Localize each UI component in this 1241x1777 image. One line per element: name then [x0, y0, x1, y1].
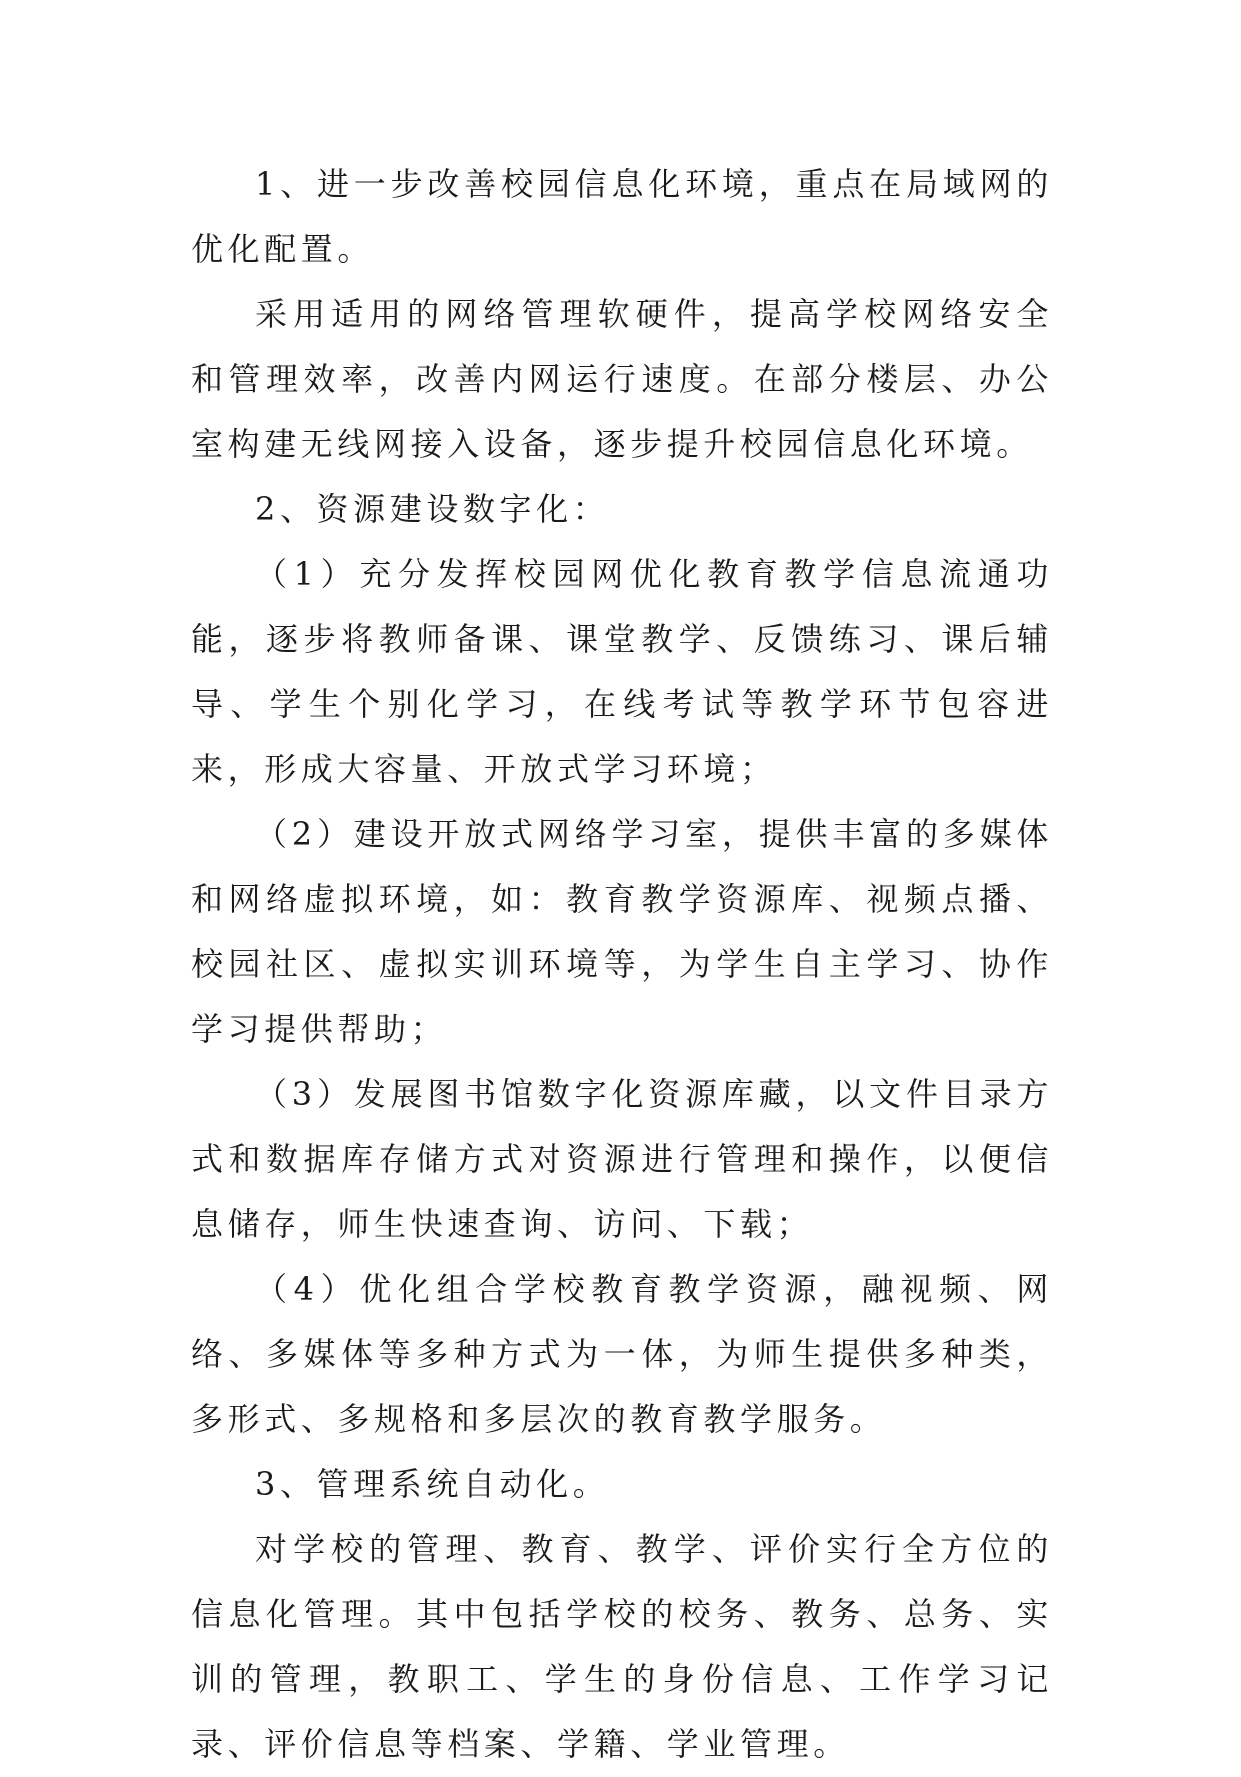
paragraph-5: （2）建设开放式网络学习室，提供丰富的多媒体和网络虚拟环境，如：教育教学资源库、视频点播、校园社区、虚拟实训环境等，为学生自主学习、协作学习提供帮助； [191, 815, 1053, 1048]
paragraph-3: 2、资源建设数字化： [255, 490, 610, 528]
document-body [191, 152, 1053, 1777]
paragraph-6: （3）发展图书馆数字化资源库藏，以文件目录方式和数据库存储方式对资源进行管理和操作，以便信息储存，师生快速查询、访问、下载； [191, 1075, 1053, 1243]
paragraph-7: （4）优化组合学校教育教学资源，融视频、网络、多媒体等多种方式为一体，为师生提供多种类，多形式、多规格和多层次的教育教学服务。 [191, 1270, 1053, 1438]
paragraph-9: 对学校的管理、教育、教学、评价实行全方位的信息化管理。其中包括学校的校务、教务、总务、实训的管理，教职工、学生的身份信息、工作学习记录、评价信息等档案、学籍、学业管理。 [191, 1530, 1053, 1763]
paragraph-4: （1）充分发挥校园网优化教育教学信息流通功能，逐步将教师备课、课堂教学、反馈练习、课后辅导、学生个别化学习，在线考试等教学环节包容进来，形成大容量、开放式学习环境； [191, 555, 1053, 788]
paragraph-2: 采用适用的网络管理软硬件，提高学校网络安全和管理效率，改善内网运行速度。在部分楼层、办公室构建无线网接入设备，逐步提升校园信息化环境。 [191, 295, 1053, 463]
paragraph-1: 1、进一步改善校园信息化环境，重点在局域网的优化配置。 [191, 165, 1053, 268]
paragraph-8: 3、管理系统自动化。 [255, 1465, 610, 1503]
